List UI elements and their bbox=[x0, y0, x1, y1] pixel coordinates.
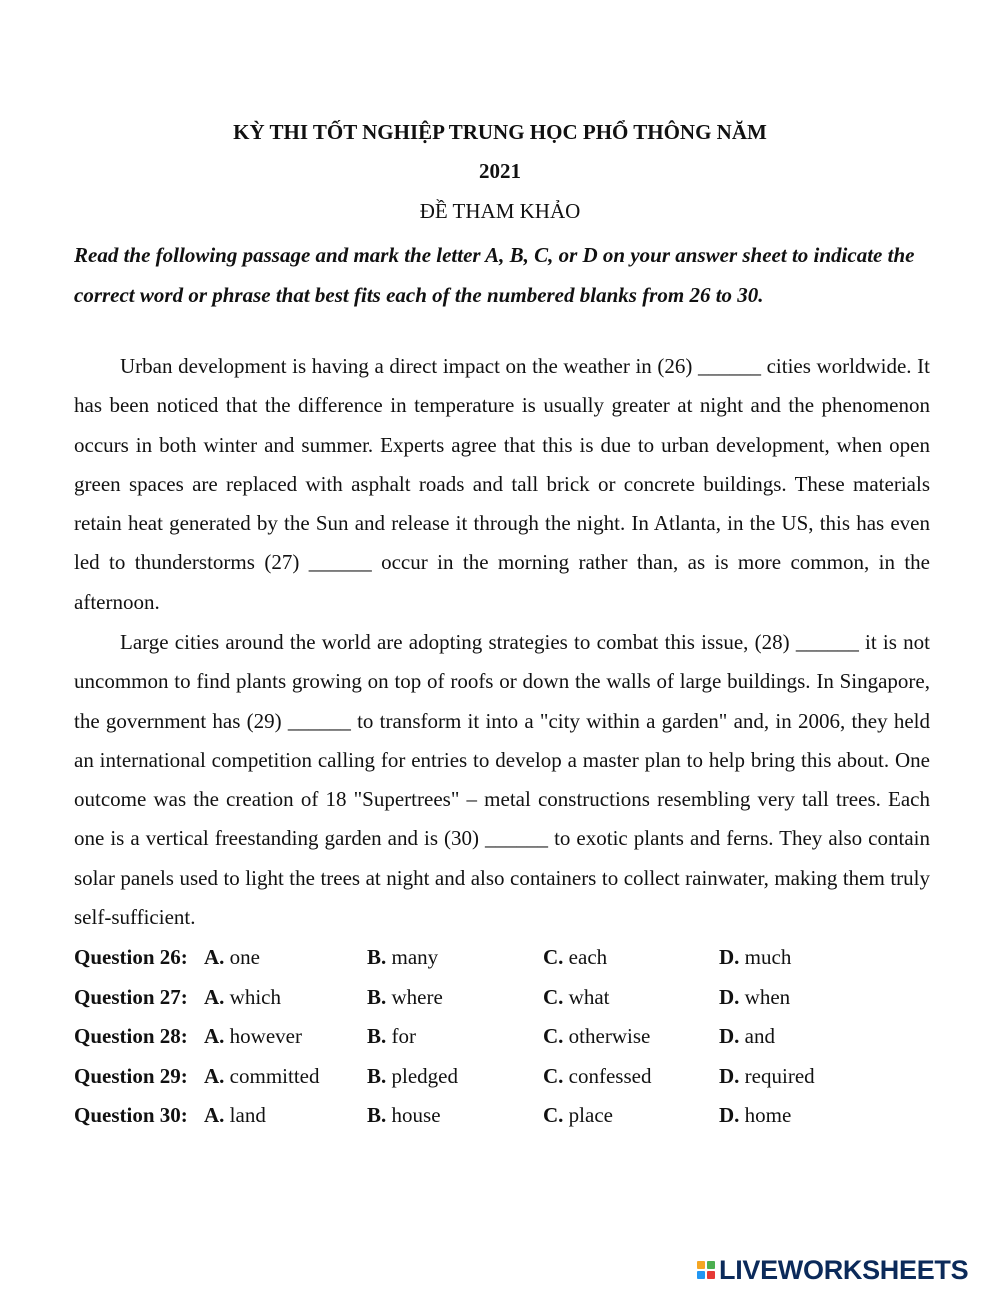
option-c[interactable] bbox=[543, 938, 607, 978]
option-d[interactable] bbox=[719, 978, 790, 1018]
exam-title: KỲ THI TỐT NGHIỆP TRUNG HỌC PHỔ THÔNG NĂM bbox=[233, 120, 767, 144]
liveworksheets-logo[interactable] bbox=[697, 1255, 968, 1285]
exam-subtitle: ĐỀ THAM KHẢO bbox=[419, 199, 581, 223]
option-text: many bbox=[391, 945, 439, 969]
option-text: each bbox=[568, 945, 608, 969]
question-label: Question 29: bbox=[74, 1063, 188, 1088]
option-d[interactable] bbox=[719, 938, 791, 978]
option-letter: B. bbox=[367, 984, 387, 1009]
passage-paragraph-2 bbox=[74, 623, 930, 937]
logo-square bbox=[707, 1271, 715, 1279]
question-label: Question 30: bbox=[74, 1103, 188, 1127]
option-text: committed bbox=[229, 1063, 320, 1088]
option-c[interactable] bbox=[543, 1096, 613, 1136]
option-b[interactable] bbox=[367, 938, 438, 978]
option-text: what bbox=[568, 984, 610, 1009]
option-text: when bbox=[744, 984, 791, 1009]
logo-square bbox=[697, 1261, 705, 1269]
question-label: Question 27: bbox=[74, 984, 188, 1009]
question-list bbox=[74, 938, 934, 1136]
option-a[interactable] bbox=[204, 1096, 266, 1136]
option-text: otherwise bbox=[568, 1024, 651, 1048]
option-text: however bbox=[229, 1024, 302, 1048]
question-label: Question 28: bbox=[74, 1024, 188, 1048]
exam-year: 2021 bbox=[479, 159, 521, 183]
option-text: place bbox=[568, 1103, 613, 1127]
option-text: where bbox=[391, 984, 443, 1009]
option-b[interactable] bbox=[367, 1096, 441, 1136]
logo-text: LIVEWORKSHEETS bbox=[719, 1254, 969, 1285]
option-letter: A. bbox=[204, 1024, 225, 1048]
option-c[interactable] bbox=[543, 978, 610, 1018]
option-letter: B. bbox=[367, 1103, 387, 1127]
option-d[interactable] bbox=[719, 1057, 815, 1097]
option-d[interactable] bbox=[719, 1096, 791, 1136]
option-letter: D. bbox=[719, 945, 740, 969]
paragraph-1-text: Urban development is having a direct impact on the weather in (26) ______ cities worldwide. It has been noticed that the difference in temperature is usually greater at night and the phenomenon occurs in both winter and summer. Experts agree that this is due to urban development, when open green spaces are replaced with asphalt roads and tall brick or concrete buildings. These materials retain heat generated by the Sun and release it through the night. In Atlanta, in the US, this has even led to thunderstorms (27) ______ occur in the morning rather than, as is more common, in the afternoon. bbox=[74, 354, 930, 614]
option-letter: D. bbox=[719, 1103, 740, 1127]
option-text: for bbox=[391, 1024, 417, 1048]
option-letter: A. bbox=[204, 1103, 225, 1127]
question-row bbox=[74, 1017, 934, 1057]
option-letter: D. bbox=[719, 1024, 740, 1048]
instructions: Read the following passage and mark the letter A, B, C, or D on your answer sheet to indicate the correct word or phrase that best fits each of the numbered blanks from 26 to 30. bbox=[74, 243, 915, 307]
option-letter: D. bbox=[719, 1063, 740, 1088]
option-a[interactable] bbox=[204, 1057, 320, 1097]
option-letter: B. bbox=[367, 945, 387, 969]
option-a[interactable] bbox=[204, 1017, 302, 1057]
option-text: required bbox=[744, 1063, 815, 1088]
option-letter: B. bbox=[367, 1063, 387, 1088]
option-c[interactable] bbox=[543, 1017, 650, 1057]
option-letter: C. bbox=[543, 1024, 564, 1048]
option-b[interactable] bbox=[367, 1017, 416, 1057]
question-row bbox=[74, 978, 934, 1018]
option-text: pledged bbox=[391, 1063, 458, 1088]
option-text: home bbox=[744, 1103, 792, 1127]
option-b[interactable] bbox=[367, 1057, 458, 1097]
option-letter: A. bbox=[204, 984, 225, 1009]
logo-square bbox=[697, 1271, 705, 1279]
question-row bbox=[74, 1096, 934, 1136]
option-text: confessed bbox=[568, 1063, 652, 1088]
option-c[interactable] bbox=[543, 1057, 651, 1097]
option-letter: C. bbox=[543, 1103, 564, 1127]
option-letter: C. bbox=[543, 945, 564, 969]
option-text: one bbox=[229, 945, 260, 969]
option-a[interactable] bbox=[204, 938, 260, 978]
option-text: and bbox=[744, 1024, 775, 1048]
paragraph-2-text: Large cities around the world are adopting strategies to combat this issue, (28) ______ it is not uncommon to find plants growing on top of roofs or down the walls of large buildings. In Singapore, the government has (29) ______ to transform it into a "city within a garden" and, in 2006, they held an international competition calling for entries to develop a master plan to help bring this about. One outcome was the creation of 18 "Supertrees" – metal constructions resembling very tall trees. Each one is a vertical freestanding garden and is (30) ______ to exotic plants and ferns. They also contain solar panels used to light the trees at night and also containers to collect rainwater, making them truly self-sufficient. bbox=[74, 630, 930, 930]
option-letter: B. bbox=[367, 1024, 387, 1048]
option-text: house bbox=[391, 1103, 441, 1127]
question-row bbox=[74, 1057, 934, 1097]
logo-square bbox=[707, 1261, 715, 1269]
option-a[interactable] bbox=[204, 978, 281, 1018]
question-label: Question 26: bbox=[74, 945, 188, 969]
option-d[interactable] bbox=[719, 1017, 775, 1057]
option-b[interactable] bbox=[367, 978, 443, 1018]
logo-squares-icon bbox=[697, 1261, 715, 1279]
option-text: land bbox=[229, 1103, 266, 1127]
option-letter: C. bbox=[543, 984, 564, 1009]
option-letter: D. bbox=[719, 984, 740, 1009]
option-letter: A. bbox=[204, 945, 225, 969]
passage-paragraph-1 bbox=[74, 347, 930, 622]
option-text: much bbox=[744, 945, 792, 969]
option-letter: C. bbox=[543, 1063, 564, 1088]
question-row bbox=[74, 938, 934, 978]
option-text: which bbox=[229, 984, 281, 1009]
option-letter: A. bbox=[204, 1063, 225, 1088]
